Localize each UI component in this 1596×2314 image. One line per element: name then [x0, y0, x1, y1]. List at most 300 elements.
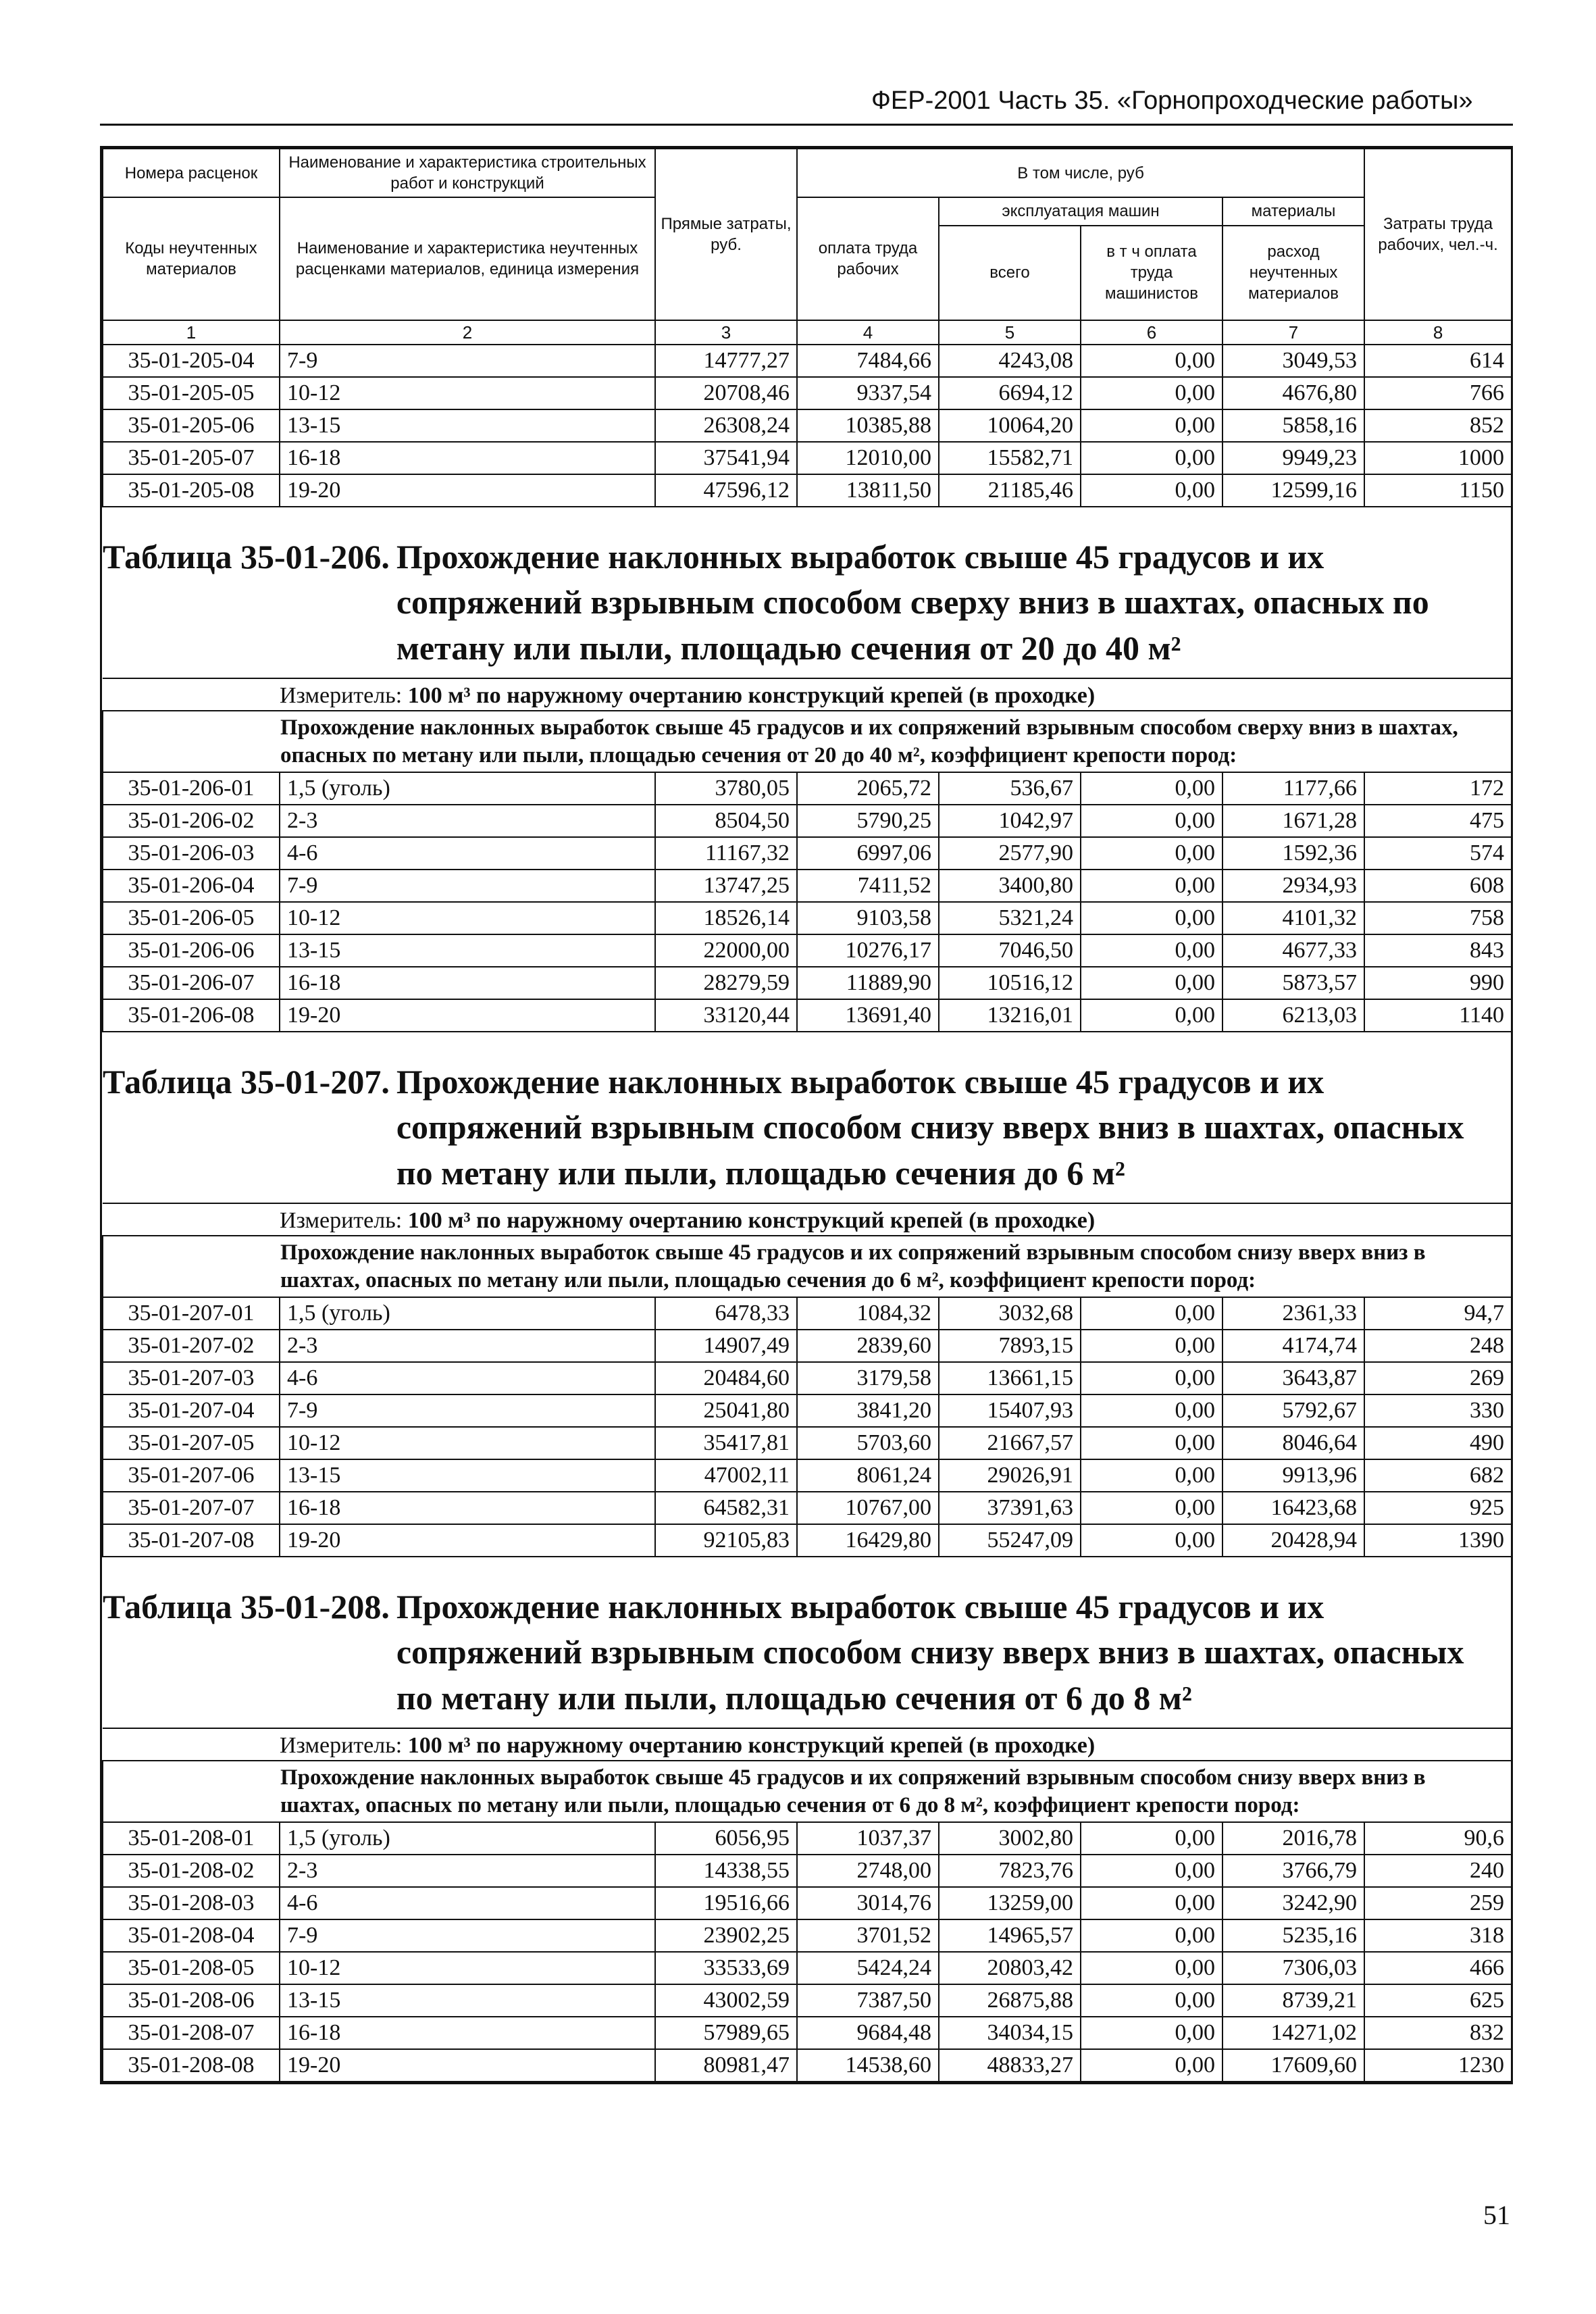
table-row	[103, 1952, 1512, 1984]
table-row	[103, 1492, 1512, 1524]
value-cell: 172	[1364, 772, 1512, 805]
value-cell: 3400,80	[939, 870, 1081, 902]
value-cell: 0,00	[1081, 1984, 1222, 2017]
rate-code: 35-01-205-05	[103, 377, 280, 409]
value-cell: 3780,05	[655, 772, 797, 805]
value-cell: 0,00	[1081, 409, 1222, 442]
value-cell: 9913,96	[1222, 1459, 1364, 1492]
value-cell: 48833,27	[939, 2049, 1081, 2082]
rate-code: 35-01-206-07	[103, 967, 280, 999]
table-label: Таблица 35-01-207.	[103, 1062, 390, 1101]
header-total: всего	[939, 226, 1081, 320]
value-cell: 92105,83	[655, 1524, 797, 1557]
value-cell: 240	[1364, 1855, 1512, 1887]
column-number: 4	[797, 320, 939, 345]
value-cell: 20803,42	[939, 1952, 1081, 1984]
value-cell: 574	[1364, 837, 1512, 870]
value-cell: 1150	[1364, 474, 1512, 507]
value-cell: 0,00	[1081, 2049, 1222, 2082]
rate-code: 35-01-206-05	[103, 902, 280, 934]
value-cell: 6056,95	[655, 1822, 797, 1855]
value-cell: 10064,20	[939, 409, 1081, 442]
table-row	[103, 1822, 1512, 1855]
table-row	[103, 345, 1512, 377]
header-machine-ops: эксплуатация машин	[939, 197, 1222, 225]
rates-document	[100, 146, 1513, 2084]
value-cell: 248	[1364, 1330, 1512, 1362]
table-title: Прохождение наклонных выработок свыше 45 градусов и их сопряжений взрывным способом сверху вниз в шахтах, опасных по метану или пыли, площадью сечения от 20 до 40 м²	[396, 537, 1429, 667]
value-cell: 33533,69	[655, 1952, 797, 1984]
value-cell: 2016,78	[1222, 1822, 1364, 1855]
value-cell: 758	[1364, 902, 1512, 934]
table-label: Таблица 35-01-208.	[103, 1587, 390, 1626]
rock-hardness: 16-18	[280, 967, 655, 999]
value-cell: 20708,46	[655, 377, 797, 409]
value-cell: 1084,32	[797, 1297, 939, 1330]
value-cell: 6694,12	[939, 377, 1081, 409]
value-cell: 10516,12	[939, 967, 1081, 999]
value-cell: 0,00	[1081, 1855, 1222, 1887]
table-row	[103, 1330, 1512, 1362]
value-cell: 625	[1364, 1984, 1512, 2017]
value-cell: 0,00	[1081, 1919, 1222, 1952]
value-cell: 9684,48	[797, 2017, 939, 2049]
value-cell: 13747,25	[655, 870, 797, 902]
value-cell: 7484,66	[797, 345, 939, 377]
rock-hardness: 10-12	[280, 902, 655, 934]
value-cell: 925	[1364, 1492, 1512, 1524]
value-cell: 843	[1364, 934, 1512, 967]
value-cell: 0,00	[1081, 1330, 1222, 1362]
rock-hardness: 16-18	[280, 442, 655, 474]
value-cell: 7411,52	[797, 870, 939, 902]
rock-hardness: 19-20	[280, 474, 655, 507]
value-cell: 1037,37	[797, 1822, 939, 1855]
table-row	[103, 1297, 1512, 1330]
measure-unit: 100 м³ по наружному очертанию конструкций крепей (в проходке)	[407, 1733, 1096, 1759]
table-row	[103, 1459, 1512, 1492]
value-cell: 47002,11	[655, 1459, 797, 1492]
value-cell: 3841,20	[797, 1394, 939, 1427]
rate-code: 35-01-208-08	[103, 2049, 280, 2082]
value-cell: 7046,50	[939, 934, 1081, 967]
value-cell: 6213,03	[1222, 999, 1364, 1032]
measure-row	[103, 1203, 1512, 1236]
rock-hardness: 4-6	[280, 1887, 655, 1919]
value-cell: 21185,46	[939, 474, 1081, 507]
value-cell: 16429,80	[797, 1524, 939, 1557]
value-cell: 57989,65	[655, 2017, 797, 2049]
column-number: 5	[939, 320, 1081, 345]
rate-code: 35-01-207-07	[103, 1492, 280, 1524]
measure-row	[103, 1728, 1512, 1761]
value-cell: 3049,53	[1222, 345, 1364, 377]
rock-hardness: 10-12	[280, 1952, 655, 1984]
table-title-row	[103, 1557, 1512, 1729]
value-cell: 8046,64	[1222, 1427, 1364, 1459]
value-cell: 5858,16	[1222, 409, 1364, 442]
value-cell: 6478,33	[655, 1297, 797, 1330]
value-cell: 10767,00	[797, 1492, 939, 1524]
rate-code: 35-01-208-02	[103, 1855, 280, 1887]
table-row	[103, 999, 1512, 1032]
value-cell: 0,00	[1081, 1394, 1222, 1427]
value-cell: 13691,40	[797, 999, 939, 1032]
rock-hardness: 1,5 (уголь)	[280, 1822, 655, 1855]
value-cell: 14338,55	[655, 1855, 797, 1887]
rate-code: 35-01-208-07	[103, 2017, 280, 2049]
table-row	[103, 2049, 1512, 2082]
value-cell: 37541,94	[655, 442, 797, 474]
value-cell: 1042,97	[939, 805, 1081, 837]
rock-hardness: 19-20	[280, 2049, 655, 2082]
value-cell: 29026,91	[939, 1459, 1081, 1492]
rate-code: 35-01-207-06	[103, 1459, 280, 1492]
value-cell: 3242,90	[1222, 1887, 1364, 1919]
value-cell: 5790,25	[797, 805, 939, 837]
value-cell: 37391,63	[939, 1492, 1081, 1524]
rate-code: 35-01-206-04	[103, 870, 280, 902]
table-row	[103, 805, 1512, 837]
value-cell: 4677,33	[1222, 934, 1364, 967]
column-number: 1	[103, 320, 280, 345]
value-cell: 21667,57	[939, 1427, 1081, 1459]
value-cell: 0,00	[1081, 999, 1222, 1032]
value-cell: 13259,00	[939, 1887, 1081, 1919]
value-cell: 19516,66	[655, 1887, 797, 1919]
rock-hardness: 7-9	[280, 870, 655, 902]
value-cell: 17609,60	[1222, 2049, 1364, 2082]
value-cell: 3643,87	[1222, 1362, 1364, 1394]
value-cell: 4101,32	[1222, 902, 1364, 934]
header-materials: материалы	[1222, 197, 1364, 225]
value-cell: 0,00	[1081, 1492, 1222, 1524]
value-cell: 0,00	[1081, 1459, 1222, 1492]
table-row	[103, 2017, 1512, 2049]
rate-code: 35-01-206-06	[103, 934, 280, 967]
rate-code: 35-01-205-06	[103, 409, 280, 442]
rock-hardness: 10-12	[280, 1427, 655, 1459]
value-cell: 2839,60	[797, 1330, 939, 1362]
value-cell: 18526,14	[655, 902, 797, 934]
value-cell: 1140	[1364, 999, 1512, 1032]
value-cell: 8061,24	[797, 1459, 939, 1492]
value-cell: 9949,23	[1222, 442, 1364, 474]
table-row	[103, 837, 1512, 870]
value-cell: 0,00	[1081, 345, 1222, 377]
value-cell: 26308,24	[655, 409, 797, 442]
table-row	[103, 934, 1512, 967]
value-cell: 2934,93	[1222, 870, 1364, 902]
value-cell: 20484,60	[655, 1362, 797, 1394]
value-cell: 0,00	[1081, 1362, 1222, 1394]
value-cell: 2748,00	[797, 1855, 939, 1887]
value-cell: 12010,00	[797, 442, 939, 474]
value-cell: 5235,16	[1222, 1919, 1364, 1952]
value-cell: 10276,17	[797, 934, 939, 967]
value-cell: 4676,80	[1222, 377, 1364, 409]
value-cell: 13661,15	[939, 1362, 1081, 1394]
column-number: 3	[655, 320, 797, 345]
table-row	[103, 409, 1512, 442]
rock-hardness: 7-9	[280, 345, 655, 377]
rock-hardness: 7-9	[280, 1919, 655, 1952]
table-row	[103, 1394, 1512, 1427]
rock-hardness: 1,5 (уголь)	[280, 772, 655, 805]
value-cell: 25041,80	[655, 1394, 797, 1427]
value-cell: 490	[1364, 1427, 1512, 1459]
value-cell: 16423,68	[1222, 1492, 1364, 1524]
rock-hardness: 19-20	[280, 1524, 655, 1557]
rock-hardness: 19-20	[280, 999, 655, 1032]
rate-code: 35-01-206-08	[103, 999, 280, 1032]
value-cell: 5424,24	[797, 1952, 939, 1984]
value-cell: 0,00	[1081, 1297, 1222, 1330]
value-cell: 1177,66	[1222, 772, 1364, 805]
value-cell: 14271,02	[1222, 2017, 1364, 2049]
description-row	[103, 1761, 1512, 1822]
table-row	[103, 772, 1512, 805]
header-including: В том числе, руб	[797, 149, 1364, 197]
value-cell: 20428,94	[1222, 1524, 1364, 1557]
value-cell: 9337,54	[797, 377, 939, 409]
value-cell: 259	[1364, 1887, 1512, 1919]
description-row	[103, 711, 1512, 772]
value-cell: 22000,00	[655, 934, 797, 967]
value-cell: 2577,90	[939, 837, 1081, 870]
rate-code: 35-01-206-01	[103, 772, 280, 805]
value-cell: 0,00	[1081, 934, 1222, 967]
value-cell: 2065,72	[797, 772, 939, 805]
header-name-materials: Наименование и характеристика неучтенных расценками материалов, единица измерения	[280, 197, 655, 320]
table-row	[103, 967, 1512, 999]
table-row	[103, 1855, 1512, 1887]
value-cell: 832	[1364, 2017, 1512, 2049]
value-cell: 0,00	[1081, 967, 1222, 999]
header-labor-pay: оплата труда рабочих	[797, 197, 939, 320]
value-cell: 11167,32	[655, 837, 797, 870]
rate-code: 35-01-208-01	[103, 1822, 280, 1855]
rock-hardness: 2-3	[280, 805, 655, 837]
value-cell: 47596,12	[655, 474, 797, 507]
rate-code: 35-01-206-02	[103, 805, 280, 837]
rock-hardness: 13-15	[280, 934, 655, 967]
value-cell: 5703,60	[797, 1427, 939, 1459]
value-cell: 0,00	[1081, 772, 1222, 805]
rock-hardness: 2-3	[280, 1330, 655, 1362]
value-cell: 10385,88	[797, 409, 939, 442]
value-cell: 90,6	[1364, 1822, 1512, 1855]
value-cell: 269	[1364, 1362, 1512, 1394]
value-cell: 80981,47	[655, 2049, 797, 2082]
value-cell: 3701,52	[797, 1919, 939, 1952]
header-direct-costs: Прямые затраты, руб.	[655, 149, 797, 320]
value-cell: 852	[1364, 409, 1512, 442]
value-cell: 34034,15	[939, 2017, 1081, 2049]
rate-code: 35-01-207-04	[103, 1394, 280, 1427]
value-cell: 6997,06	[797, 837, 939, 870]
table-label: Таблица 35-01-206.	[103, 537, 390, 576]
rate-code: 35-01-207-01	[103, 1297, 280, 1330]
value-cell: 3002,80	[939, 1822, 1081, 1855]
value-cell: 14538,60	[797, 2049, 939, 2082]
table-row	[103, 870, 1512, 902]
table-row	[103, 1919, 1512, 1952]
value-cell: 1000	[1364, 442, 1512, 474]
value-cell: 94,7	[1364, 1297, 1512, 1330]
value-cell: 0,00	[1081, 1887, 1222, 1919]
value-cell: 9103,58	[797, 902, 939, 934]
rate-code: 35-01-205-04	[103, 345, 280, 377]
table-title-row	[103, 1032, 1512, 1204]
value-cell: 5792,67	[1222, 1394, 1364, 1427]
rock-hardness: 1,5 (уголь)	[280, 1297, 655, 1330]
value-cell: 5321,24	[939, 902, 1081, 934]
value-cell: 23902,25	[655, 1919, 797, 1952]
value-cell: 0,00	[1081, 442, 1222, 474]
value-cell: 7893,15	[939, 1330, 1081, 1362]
value-cell: 3766,79	[1222, 1855, 1364, 1887]
value-cell: 14907,49	[655, 1330, 797, 1362]
value-cell: 0,00	[1081, 377, 1222, 409]
work-description: Прохождение наклонных выработок свыше 45 градусов и их сопряжений взрывным способом сверху вниз в шахтах, опасных по метану или пыли, площадью сечения от 20 до 40 м², коэффициент крепости пород:	[103, 711, 1512, 772]
work-description: Прохождение наклонных выработок свыше 45 градусов и их сопряжений взрывным способом снизу вверх вниз в шахтах, опасных по метану или пыли, площадью сечения от 6 до 8 м², коэффициент крепости пород:	[103, 1761, 1512, 1822]
value-cell: 28279,59	[655, 967, 797, 999]
rock-hardness: 16-18	[280, 2017, 655, 2049]
value-cell: 0,00	[1081, 1524, 1222, 1557]
value-cell: 0,00	[1081, 2017, 1222, 2049]
value-cell: 8739,21	[1222, 1984, 1364, 2017]
table-row	[103, 1984, 1512, 2017]
rate-code: 35-01-207-02	[103, 1330, 280, 1362]
rock-hardness: 10-12	[280, 377, 655, 409]
value-cell: 13811,50	[797, 474, 939, 507]
rate-code: 35-01-207-08	[103, 1524, 280, 1557]
header-rule	[100, 124, 1513, 126]
table-row	[103, 1427, 1512, 1459]
value-cell: 318	[1364, 1919, 1512, 1952]
value-cell: 11889,90	[797, 967, 939, 999]
value-cell: 1671,28	[1222, 805, 1364, 837]
rock-hardness: 16-18	[280, 1492, 655, 1524]
value-cell: 4243,08	[939, 345, 1081, 377]
measure-unit: 100 м³ по наружному очертанию конструкций крепей (в проходке)	[407, 1208, 1096, 1234]
value-cell: 990	[1364, 967, 1512, 999]
rock-hardness: 7-9	[280, 1394, 655, 1427]
value-cell: 766	[1364, 377, 1512, 409]
value-cell: 3014,76	[797, 1887, 939, 1919]
value-cell: 3032,68	[939, 1297, 1081, 1330]
value-cell: 26875,88	[939, 1984, 1081, 2017]
table-row	[103, 1362, 1512, 1394]
value-cell: 608	[1364, 870, 1512, 902]
value-cell: 2361,33	[1222, 1297, 1364, 1330]
table-row	[103, 474, 1512, 507]
table-title-row	[103, 507, 1512, 679]
rock-hardness: 4-6	[280, 837, 655, 870]
table-row	[103, 1524, 1512, 1557]
value-cell: 614	[1364, 345, 1512, 377]
value-cell: 0,00	[1081, 870, 1222, 902]
value-cell: 7387,50	[797, 1984, 939, 2017]
header-labor-costs: Затраты труда рабочих, чел.-ч.	[1364, 149, 1512, 320]
value-cell: 15407,93	[939, 1394, 1081, 1427]
rate-code: 35-01-205-08	[103, 474, 280, 507]
value-cell: 4174,74	[1222, 1330, 1364, 1362]
value-cell: 7306,03	[1222, 1952, 1364, 1984]
value-cell: 8504,50	[655, 805, 797, 837]
value-cell: 682	[1364, 1459, 1512, 1492]
header-unaccounted-consumption: расход неучтенных материалов	[1222, 226, 1364, 320]
value-cell: 14777,27	[655, 345, 797, 377]
value-cell: 1230	[1364, 2049, 1512, 2082]
measure-prefix: Измеритель:	[280, 1208, 403, 1234]
header-name-works: Наименование и характеристика строительных работ и конструкций	[280, 149, 655, 197]
measure-prefix: Измеритель:	[280, 1733, 403, 1759]
value-cell: 0,00	[1081, 1427, 1222, 1459]
table-title: Прохождение наклонных выработок свыше 45 градусов и их сопряжений взрывным способом снизу вверх вниз в шахтах, опасных по метану или пыли, площадью сечения до 6 м²	[396, 1062, 1464, 1192]
table-row	[103, 1887, 1512, 1919]
value-cell: 0,00	[1081, 474, 1222, 507]
measure-row	[103, 678, 1512, 711]
rock-hardness: 4-6	[280, 1362, 655, 1394]
running-title: ФЕР-2001 Часть 35. «Горнопроходческие работы»	[871, 86, 1473, 115]
value-cell: 0,00	[1081, 1822, 1222, 1855]
value-cell: 55247,09	[939, 1524, 1081, 1557]
table-row	[103, 377, 1512, 409]
rate-code: 35-01-208-04	[103, 1919, 280, 1952]
rate-code: 35-01-206-03	[103, 837, 280, 870]
value-cell: 1592,36	[1222, 837, 1364, 870]
value-cell: 475	[1364, 805, 1512, 837]
value-cell: 0,00	[1081, 902, 1222, 934]
value-cell: 35417,81	[655, 1427, 797, 1459]
value-cell: 13216,01	[939, 999, 1081, 1032]
header-rate-numbers: Номера расценок	[103, 149, 280, 197]
rock-hardness: 13-15	[280, 1984, 655, 2017]
rock-hardness: 13-15	[280, 1459, 655, 1492]
value-cell: 3179,58	[797, 1362, 939, 1394]
value-cell: 0,00	[1081, 1952, 1222, 1984]
rate-code: 35-01-207-03	[103, 1362, 280, 1394]
measure-prefix: Измеритель:	[280, 683, 403, 709]
rate-code: 35-01-208-05	[103, 1952, 280, 1984]
measure-unit: 100 м³ по наружному очертанию конструкций крепей (в проходке)	[407, 683, 1096, 709]
value-cell: 14965,57	[939, 1919, 1081, 1952]
value-cell: 12599,16	[1222, 474, 1364, 507]
rock-hardness: 13-15	[280, 409, 655, 442]
column-number: 8	[1364, 320, 1512, 345]
value-cell: 43002,59	[655, 1984, 797, 2017]
rate-code: 35-01-207-05	[103, 1427, 280, 1459]
value-cell: 1390	[1364, 1524, 1512, 1557]
column-number: 7	[1222, 320, 1364, 345]
rates-table	[102, 148, 1512, 2082]
value-cell: 15582,71	[939, 442, 1081, 474]
header-codes: Коды неучтенных материалов	[103, 197, 280, 320]
header-incl-operators: в т ч оплата труда машинистов	[1081, 226, 1222, 320]
table-row	[103, 442, 1512, 474]
value-cell: 466	[1364, 1952, 1512, 1984]
rate-code: 35-01-208-06	[103, 1984, 280, 2017]
value-cell: 0,00	[1081, 805, 1222, 837]
value-cell: 5873,57	[1222, 967, 1364, 999]
value-cell: 33120,44	[655, 999, 797, 1032]
column-number: 6	[1081, 320, 1222, 345]
rate-code: 35-01-208-03	[103, 1887, 280, 1919]
value-cell: 536,67	[939, 772, 1081, 805]
rock-hardness: 2-3	[280, 1855, 655, 1887]
